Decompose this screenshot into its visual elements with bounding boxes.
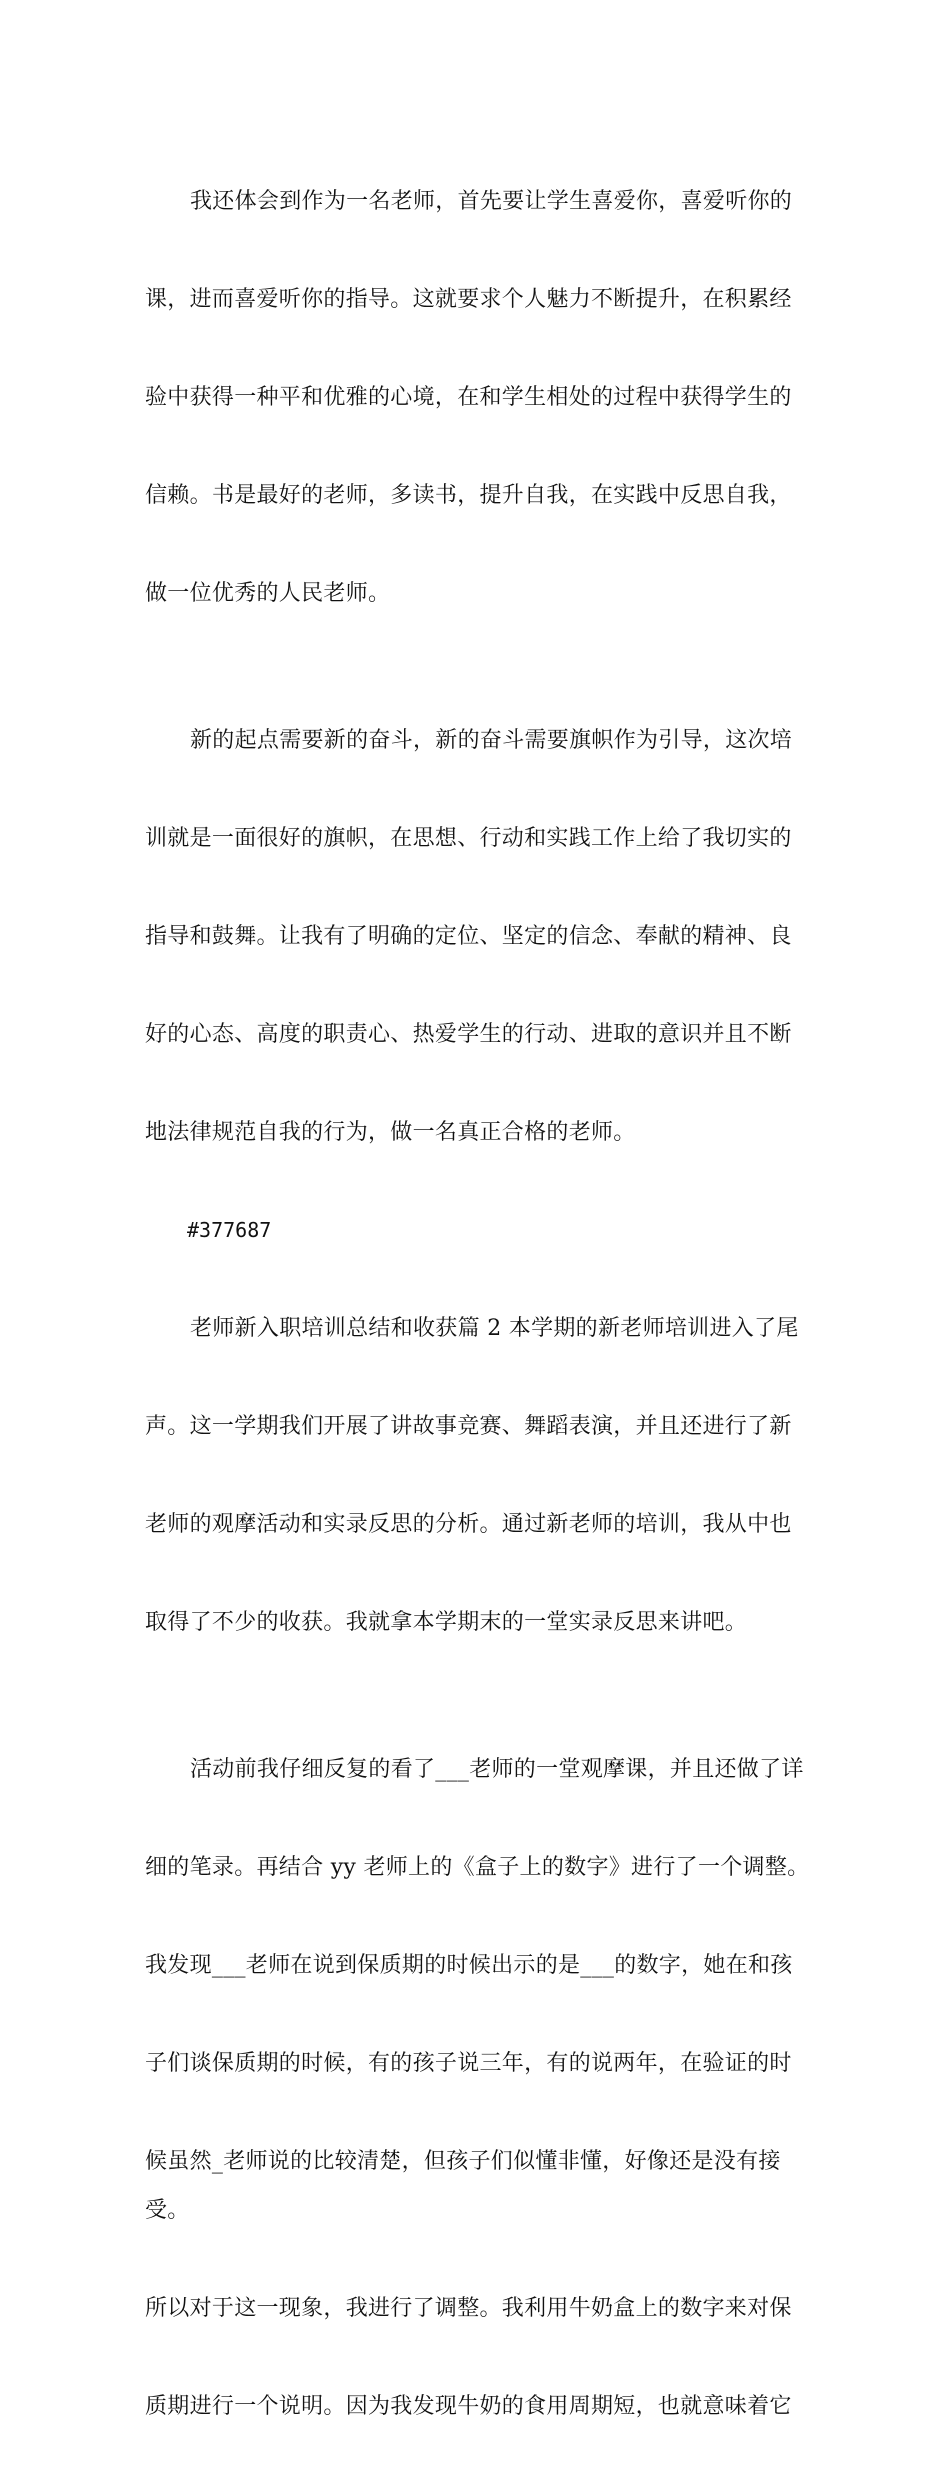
text-line: 地法律规范自我的行为，做一名真正合格的老师。 [145,1120,636,1145]
document-tag: #377687 [187,1218,272,1242]
text-line: 我还体会到作为一名老师，首先要让学生喜爱你，喜爱听你的 [190,189,793,214]
text-line: 好的心态、高度的职责心、热爱学生的行动、进取的意识并且不断 [145,1022,792,1047]
text-line: 信赖。书是最好的老师，多读书，提升自我，在实践中反思自我， [145,483,792,508]
paragraph-teacher-charm [145,128,821,667]
text-line: 新的起点需要新的奋斗，新的奋斗需要旗帜作为引导，这次培 [190,728,793,753]
text-line: 老师新入职培训总结和收获篇 2 本学期的新老师培训进入了尾 [190,1316,799,1341]
document-body [145,128,821,2480]
paragraph-observation-class [145,1696,821,2480]
text-line: 课，进而喜爱听你的指导。这就要求个人魅力不断提升，在积累经 [145,287,792,312]
text-line: 训就是一面很好的旗帜，在思想、行动和实践工作上给了我切实的 [145,826,792,851]
text-line: 声。这一学期我们开展了讲故事竞赛、舞蹈表演，并且还进行了新 [145,1414,792,1439]
text-line: 子们谈保质期的时候，有的孩子说三年，有的说两年，在验证的时 [145,2051,792,2076]
text-line: 活动前我仔细反复的看了___老师的一堂观摩课，并且还做了详 [190,1757,804,1782]
text-line: 取得了不少的收获。我就拿本学期末的一堂实录反思来讲吧。 [145,1610,748,1635]
text-line: 所以对于这一现象，我进行了调整。我利用牛奶盒上的数字来对保 [145,2296,792,2321]
paragraph-chapter-2-intro [145,1255,821,1696]
text-line: 我发现___老师在说到保质期的时候出示的是___的数字，她在和孩 [145,1953,793,1978]
text-line: 老师的观摩活动和实录反思的分析。通过新老师的培训，我从中也 [145,1512,792,1537]
text-line: 候虽然_老师说的比较清楚，但孩子们似懂非懂，好像还是没有接受。 [145,2149,781,2223]
text-line: 验中获得一种平和优雅的心境，在和学生相处的过程中获得学生的 [145,385,792,410]
paragraph-new-start [145,667,821,1206]
text-line: 做一位优秀的人民老师。 [145,581,391,606]
text-line: 质期进行一个说明。因为我发现牛奶的食用周期短，也就意味着它 [145,2394,792,2419]
text-line: 指导和鼓舞。让我有了明确的定位、坚定的信念、奉献的精神、良 [145,924,792,949]
text-line: 细的笔录。再结合 yy 老师上的《盒子上的数字》进行了一个调整。 [145,1855,810,1880]
